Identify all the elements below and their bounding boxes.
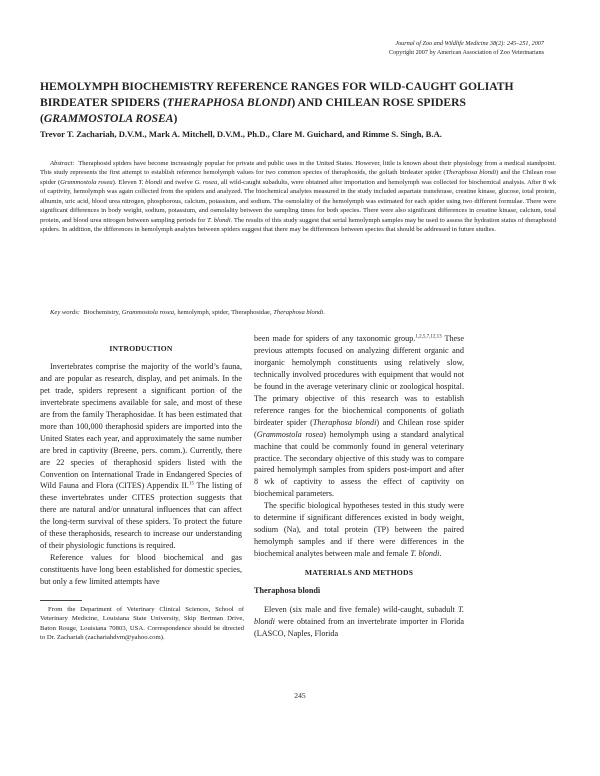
affiliation-footnote: From the Department of Veterinary Clinical Sciences, School of Veterinary Medicine, Louisiana State University, Skip Bertman Drive, Baton Rouge, Louisiana 70803, USA. Correspondence should be directed to Dr. Zachariah (zachariahdvm@yahoo.com).	[40, 606, 244, 642]
page-number: 245	[294, 691, 306, 700]
keywords-label: Key words:	[50, 309, 80, 316]
intro-paragraph-1: Invertebrates comprise the majority of the world’s fauna, and are popular as research, display, and pet animals. In the pet trade, spiders represent a significant portion of the invertebrate specimens available for sale, and most of these are from the family Theraphosidae. It has been estimated that more than 100,000 theraphosid spiders are imported into the United States each year, and approximately the same number are bred in captivity (Breene, pers. comm.). Currently, there are 22 species of theraphosid spiders listed with the Convention on International Trade in Endangered Species of Wild Fauna and Flora (CITES) Appendix II.$^{15}$ The listing of these invertebrates under CITES protection suggests that there are natural and/or unnatural influences that can affect the long-term survival of these spiders. To protect the future of these theraphosids, research to increase our understanding of their physiologic functions is required.	[40, 361, 242, 551]
footnote-divider	[40, 600, 82, 601]
article-title: HEMOLYMPH BIOCHEMISTRY REFERENCE RANGES FOR WILD-CAUGHT GOLIATH BIRDEATER SPIDERS (THERAPHOSA BLONDI) AND CHILEAN ROSE SPIDERS (GRAMMOSTOLA ROSEA)	[40, 80, 514, 125]
journal-citation: Journal of Zoo and Wildlife Medicine 38(2): 245–251, 2007	[395, 40, 544, 47]
left-column	[40, 343, 242, 588]
intro-paragraph-2-continued: been made for spiders of any taxonomic group.$^{1,2,5,7,12,13}$ These previous attempts focused on analyzing different organic and inorganic hemolymph constituents using relatively slow, technically involved procedures with equipment that would not be found in the average veterinary clinic or zoological hospital. The primary objective of this research was to establish reference ranges for the biochemical components of goliath birdeater spider (Theraphosa blondi) and Chilean rose spider (Grammostola rosea) hemolymph using a standard analytical machine that could be commonly found in general veterinary practice. The secondary objective of this study was to compare paired hemolymph samples from spiders post-import and after 8 wk of captivity to assess the effect of captivity on biochemical parameters.	[254, 334, 465, 499]
introduction-heading: INTRODUCTION	[109, 344, 173, 353]
title-species-1: THERAPHOSA BLONDI	[166, 96, 292, 109]
copyright-line: Copyright 2007 by American Association of Zoo Veterinarians	[388, 49, 544, 56]
author-list: Trevor T. Zachariah, D.V.M., Mark A. Mitchell, D.V.M., Ph.D., Clare M. Guichard, and Rimme S. Singh, B.A.	[40, 129, 442, 139]
methods-paragraph-1: Eleven (six male and five female) wild-caught, subadult T. blondi were obtained from an invertebrate importer in Florida (LASCO, Naples, Florida	[254, 605, 464, 638]
intro-paragraph-2: Reference values for blood biochemical and gas constituents have long been established for domestic species, but only a few limited attempts have	[40, 553, 242, 587]
intro-paragraph-3: The specific biological hypotheses tested in this study were to determine if significant differences existed in body weight, sodium (Na), and total protein (TP) between the paired hemolymph samples and if there were differences in the biochemical analytes between male and female T. blondi.	[254, 501, 464, 559]
methods-heading: MATERIALS AND METHODS	[304, 568, 414, 578]
journal-header	[294, 39, 544, 57]
abstract: Abstract: Theraphosid spiders have become increasingly popular for private and public uses in the United States. However, little is known about their physiology from a medical standpoint. This study represents the first attempt to establish reference hemolymph values for two common species of theraphosids, the goliath birdeater spider (Theraphosa blondi) and the Chilean rose spider (Grammostola rosea). Eleven T. blondi and twelve G. rosea, all wild-caught subadults, were obtained after importation and hemolymph was collected for biochemical analysis. After 8 wk of captivity, hemolymph was again collected from the spiders and analyzed. The biochemical analytes measured in the study included aspartate transferase, creatine kinase, glucose, total protein, albumin, uric acid, blood urea nitrogen, phosphorous, calcium, potassium, and sodium. The osmolality of the hemolymph was estimated for each spider using two different formulae. There were significant differences in body weight, sodium, potassium, and osmolality between the sampling times for both species. There were also significant differences in creatine kinase, calcium, total protein, and blood urea nitrogen between sampling periods for T. blondi. The results of this study suggest that serial hemolymph samples may be used to assess the hydration status of theraphosid spiders. In addition, the differences in hemolymph analytes between spiders suggest that there may be differences between species that should be addressed in future studies.	[40, 160, 557, 234]
abstract-label: Abstract:	[50, 160, 75, 167]
title-species-2: GRAMMOSTOLA ROSEA	[43, 112, 174, 125]
keywords: Key words: Biochemistry, Grammostola rosea, hemolymph, spider, Theraphosidae, Theraphosa blondi.	[50, 309, 325, 316]
right-column	[254, 333, 464, 640]
methods-subheading: Theraphosa blondi	[254, 586, 321, 596]
